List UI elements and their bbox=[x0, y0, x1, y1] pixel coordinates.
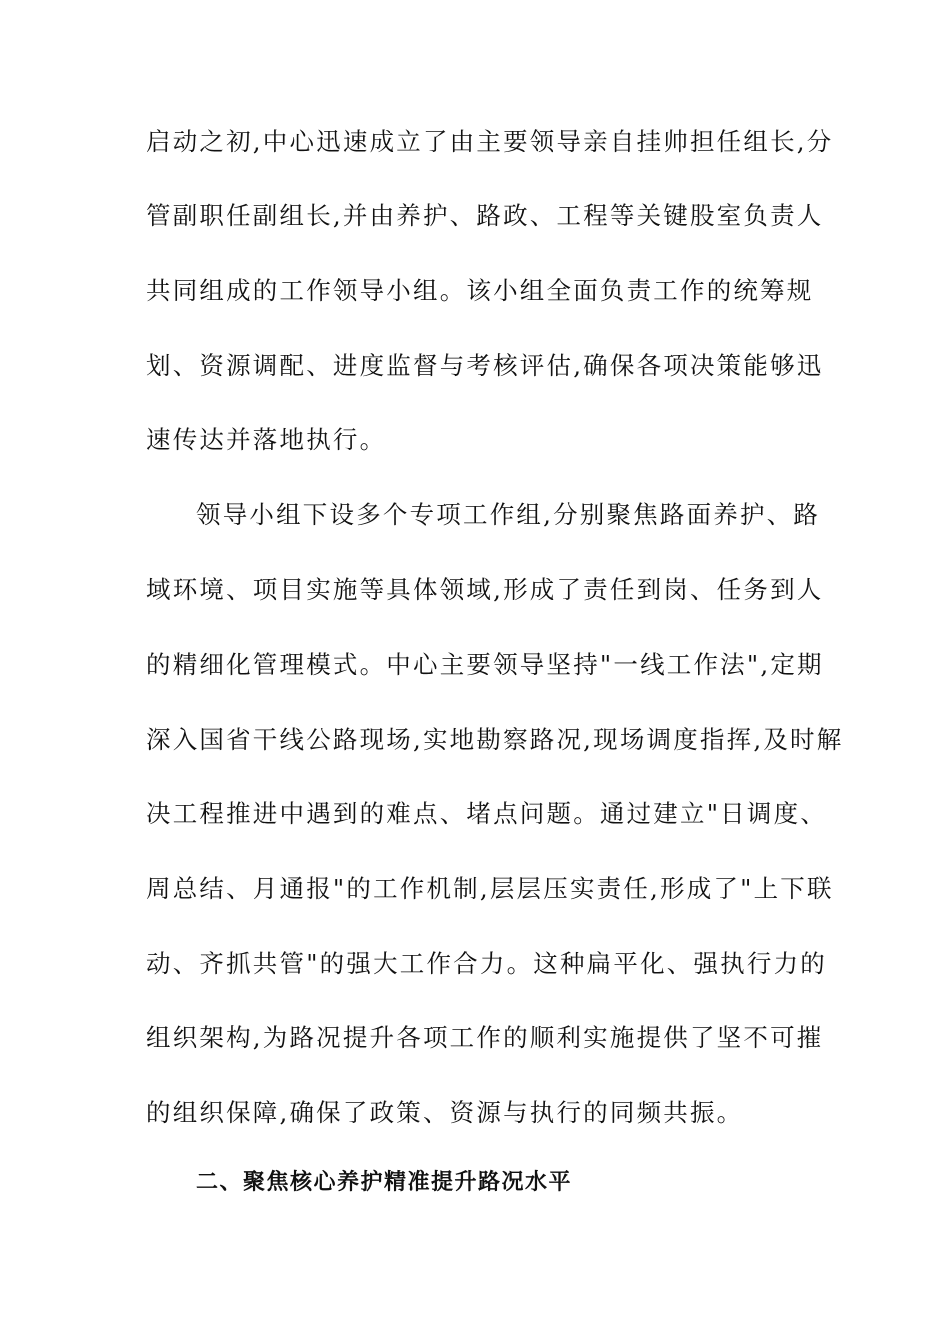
paragraph-2-line-9: 的组织保障,确保了政策、资源与执行的同频共振。 bbox=[146, 1098, 744, 1127]
paragraph-1-line-2: 管副职任副组长,并由养护、路政、工程等关键股室负责人 bbox=[146, 201, 824, 230]
paragraph-2-line-5: 决工程推进中遇到的难点、堵点问题。通过建立"日调度、 bbox=[146, 799, 827, 828]
paragraph-2-line-4: 深入国省干线公路现场,实地勘察路况,现场调度指挥,及时解 bbox=[146, 725, 844, 754]
paragraph-2-line-3: 的精细化管理模式。中心主要领导坚持"一线工作法",定期 bbox=[146, 650, 824, 679]
paragraph-1-line-3: 共同组成的工作领导小组。该小组全面负责工作的统筹规 bbox=[146, 276, 814, 305]
paragraph-1-line-1: 启动之初,中心迅速成立了由主要领导亲自挂帅担任组长,分 bbox=[146, 127, 834, 156]
paragraph-2-line-7: 动、齐抓共管"的强大工作合力。这种扁平化、强执行力的 bbox=[146, 949, 827, 978]
paragraph-2-line-2: 域环境、项目实施等具体领域,形成了责任到岗、任务到人 bbox=[146, 575, 824, 604]
section-heading: 二、聚焦核心养护精准提升路况水平 bbox=[196, 1170, 573, 1195]
paragraph-1-line-4: 划、资源调配、进度监督与考核评估,确保各项决策能够迅 bbox=[146, 351, 824, 380]
paragraph-1-line-5: 速传达并落地执行。 bbox=[146, 425, 387, 454]
paragraph-2-line-8: 组织架构,为路况提升各项工作的顺利实施提供了坚不可摧 bbox=[146, 1023, 824, 1052]
paragraph-2-line-6: 周总结、月通报"的工作机制,层层压实责任,形成了"上下联 bbox=[146, 874, 834, 903]
paragraph-2-line-1: 领导小组下设多个专项工作组,分别聚焦路面养护、路 bbox=[196, 500, 821, 529]
